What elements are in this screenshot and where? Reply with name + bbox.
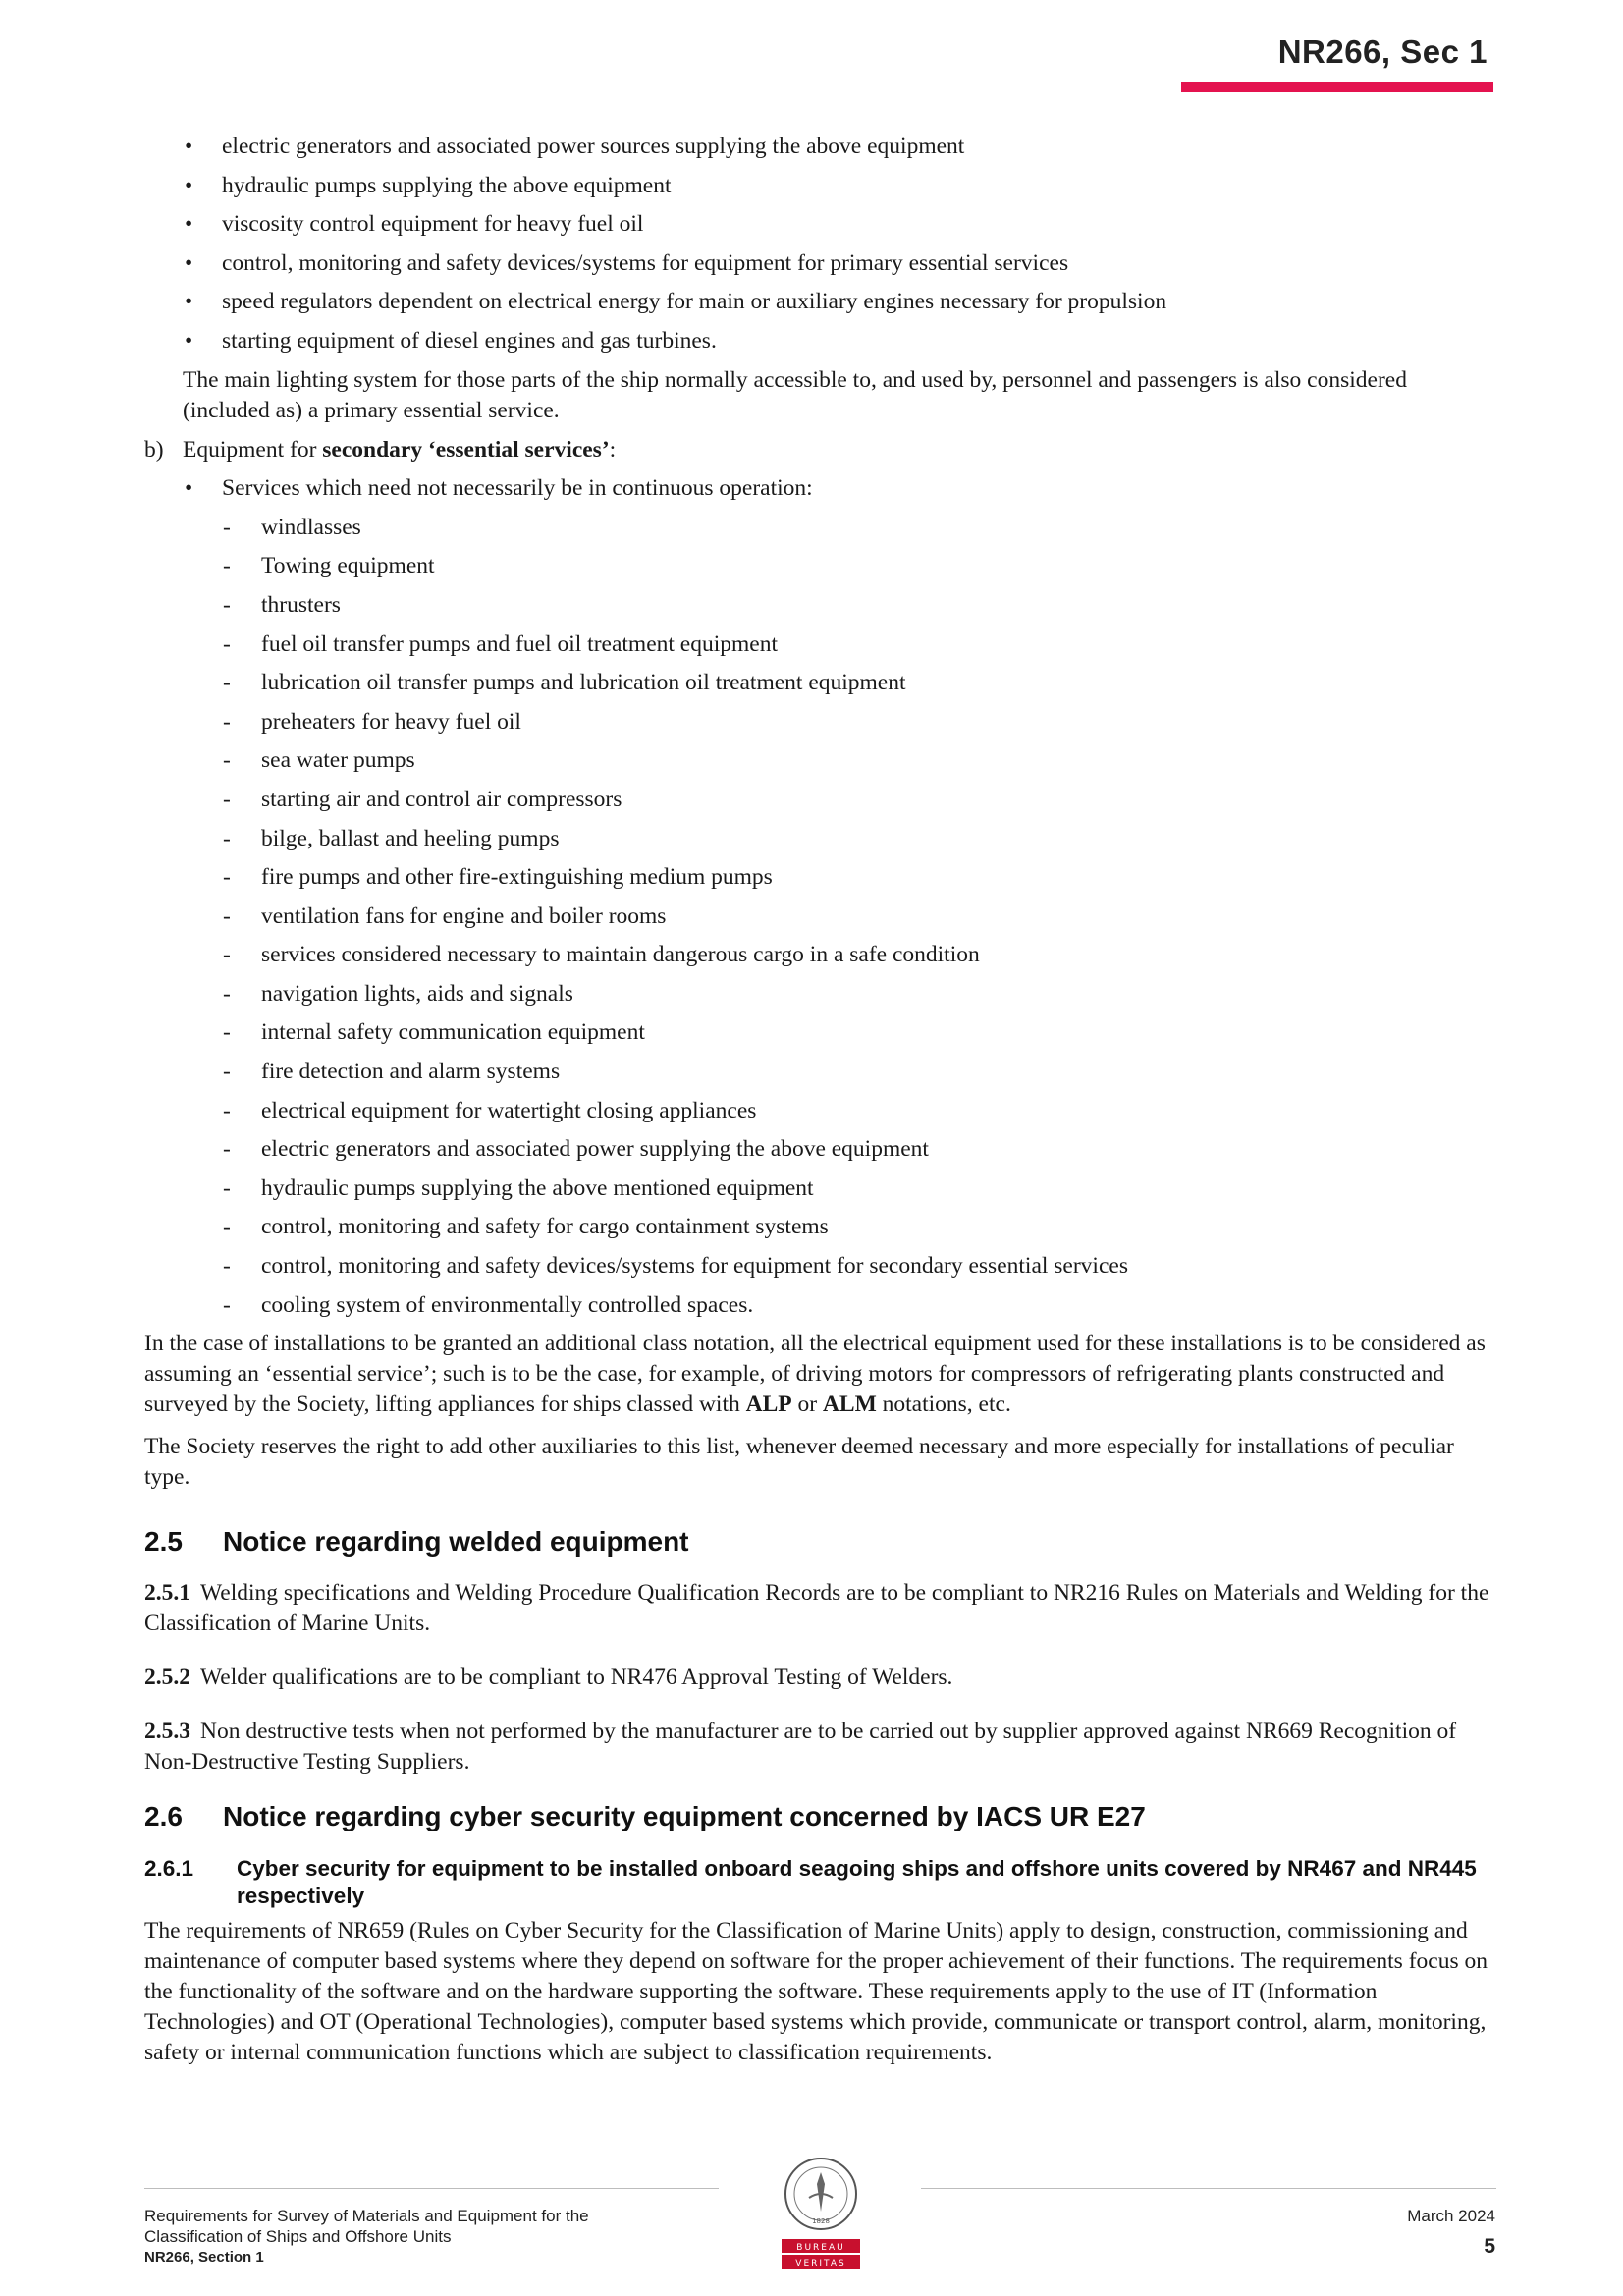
bullet-item: • speed regulators dependent on electrical energy for main or auxiliary engines necessary for propulsion — [144, 287, 1497, 317]
section-2-6-heading: 2.6 Notice regarding cyber security equipment concerned by IACS UR E27 — [144, 1801, 1146, 1832]
dash-list-item: - control, monitoring and safety for cargo containment systems — [144, 1212, 1497, 1242]
bullet-item: • viscosity control equipment for heavy fuel oil — [144, 209, 1497, 240]
dash-list-item: - cooling system of environmentally controlled spaces. — [144, 1290, 1497, 1321]
footer-divider-right — [921, 2188, 1496, 2189]
footer-right — [1407, 2206, 1495, 2257]
dash-list-item: - fuel oil transfer pumps and fuel oil treatment equipment — [144, 629, 1497, 660]
dash-list-item: - control, monitoring and safety devices/systems for equipment for secondary essential services — [144, 1251, 1497, 1282]
article-2-5-1: 2.5.1 Welding specifications and Welding Procedure Qualification Records are to be compliant to NR216 Rules on Materials and Welding for the Classification of Marine Units. — [144, 1580, 1489, 1637]
dash-list-item: - fire detection and alarm systems — [144, 1057, 1497, 1087]
page-number: 5 — [1484, 2235, 1495, 2258]
document-body — [144, 132, 1497, 2080]
dash-list-item: - fire pumps and other fire-extinguishing medium pumps — [144, 862, 1497, 893]
page-header — [1179, 33, 1493, 92]
section-2-6-1-heading: 2.6.1 Cyber security for equipment to be installed onboard seagoing ships and offshore units covered by NR467 and NR445 respectively — [144, 1856, 1477, 1909]
bullet-item: • control, monitoring and safety devices/systems for equipment for primary essential services — [144, 248, 1497, 279]
dash-list-item: - hydraulic pumps supplying the above mentioned equipment — [144, 1174, 1497, 1204]
dash-list-item: - electrical equipment for watertight closing appliances — [144, 1096, 1497, 1126]
dash-list-item: - internal safety communication equipment — [144, 1017, 1497, 1048]
svg-text:VERITAS: VERITAS — [795, 2259, 846, 2269]
article-2-5-3: 2.5.3 Non destructive tests when not performed by the manufacturer are to be carried out by supplier approved against NR669 Recognition of Non-Destructive Testing Suppliers. — [144, 1719, 1457, 1776]
item-b-marker: b) — [144, 436, 164, 463]
class-notation-paragraph: In the case of installations to be granted an additional class notation, all the electrical equipment used for these installations is to be considered as assuming an ‘essential service’; such is to be the case, for example, of driving motors for compressors of refrigerating plants constructed and surveyed by the Society, lifting appliances for ships classed with ALP or ALM notations, etc. — [144, 1331, 1486, 1418]
dash-list-item: - thrusters — [144, 590, 1497, 621]
article-2-5-2: 2.5.2 Welder qualifications are to be compliant to NR476 Approval Testing of Welders. — [144, 1665, 953, 1691]
svg-text:1828: 1828 — [812, 2217, 830, 2225]
footer-date: March 2024 — [1407, 2207, 1495, 2225]
bullet-item: • hydraulic pumps supplying the above equipment — [144, 171, 1497, 201]
lighting-paragraph: The main lighting system for those parts of the ship normally accessible to, and used by, personnel and passengers is also considered (included as) a primary essential service. — [183, 366, 1407, 423]
secondary-essential-services-label: secondary ‘essential services’ — [322, 436, 610, 463]
dash-list-item: - electric generators and associated power supplying the above equipment — [144, 1134, 1497, 1165]
dash-list-item: - preheaters for heavy fuel oil — [144, 707, 1497, 738]
dash-list-item: - services considered necessary to maintain dangerous cargo in a safe condition — [144, 940, 1497, 970]
section-2-5-heading: 2.5 Notice regarding welded equipment — [144, 1526, 689, 1558]
dash-list-item: - navigation lights, aids and signals — [144, 979, 1497, 1010]
section-2-5-articles — [144, 1578, 1497, 1777]
society-paragraph: The Society reserves the right to add other auxiliaries to this list, whenever deemed necessary and more especially for installations of peculiar type. — [144, 1434, 1454, 1491]
dash-list-item: - lubrication oil transfer pumps and lubrication oil treatment equipment — [144, 668, 1497, 698]
secondary-services-list — [144, 513, 1497, 1321]
secondary-services-bullet: • Services which need not necessarily be in continuous operation: — [144, 473, 1497, 504]
bullet-item: • starting equipment of diesel engines and gas turbines. — [144, 326, 1497, 356]
item-b-heading: b) Equipment for secondary ‘essential services’: — [144, 435, 1497, 465]
footer-divider-left — [144, 2188, 719, 2189]
cyber-security-paragraph: The requirements of NR659 (Rules on Cyber Security for the Classification of Marine Units) apply to design, construction, commissioning and maintenance of computer based systems where they depend on software for the proper achievement of their functions. The requirements focus on the functionality of the software and on the hardware supporting the software. These requirements apply to the use of IT (Information Technologies) and OT (Operational Technologies), computer based systems which provide, communicate or transport control, alarm, monitoring, safety or internal communication functions which are subject to classification requirements. — [144, 1918, 1488, 2066]
bullet-item: • electric generators and associated power sources supplying the above equipment — [144, 132, 1497, 162]
dash-list-item: - ventilation fans for engine and boiler rooms — [144, 902, 1497, 932]
bureau-veritas-logo — [772, 2155, 870, 2270]
header-accent-bar — [1181, 82, 1493, 92]
dash-list-item: - sea water pumps — [144, 745, 1497, 776]
dash-list-item: - starting air and control air compressors — [144, 785, 1497, 815]
dash-list-item: - Towing equipment — [144, 551, 1497, 581]
header-title: NR266, Sec 1 — [1277, 33, 1488, 70]
alm-notation: ALM — [822, 1392, 877, 1418]
dash-list-item: - windlasses — [144, 513, 1497, 543]
alp-notation: ALP — [745, 1392, 792, 1418]
primary-services-list — [144, 132, 1497, 356]
footer-document-title: Requirements for Survey of Materials and Equipment for the Classification of Ships and Offshore Units NR266, Section 1 — [144, 2207, 589, 2266]
dash-list-item: - bilge, ballast and heeling pumps — [144, 824, 1497, 854]
svg-text:BUREAU: BUREAU — [796, 2243, 845, 2253]
